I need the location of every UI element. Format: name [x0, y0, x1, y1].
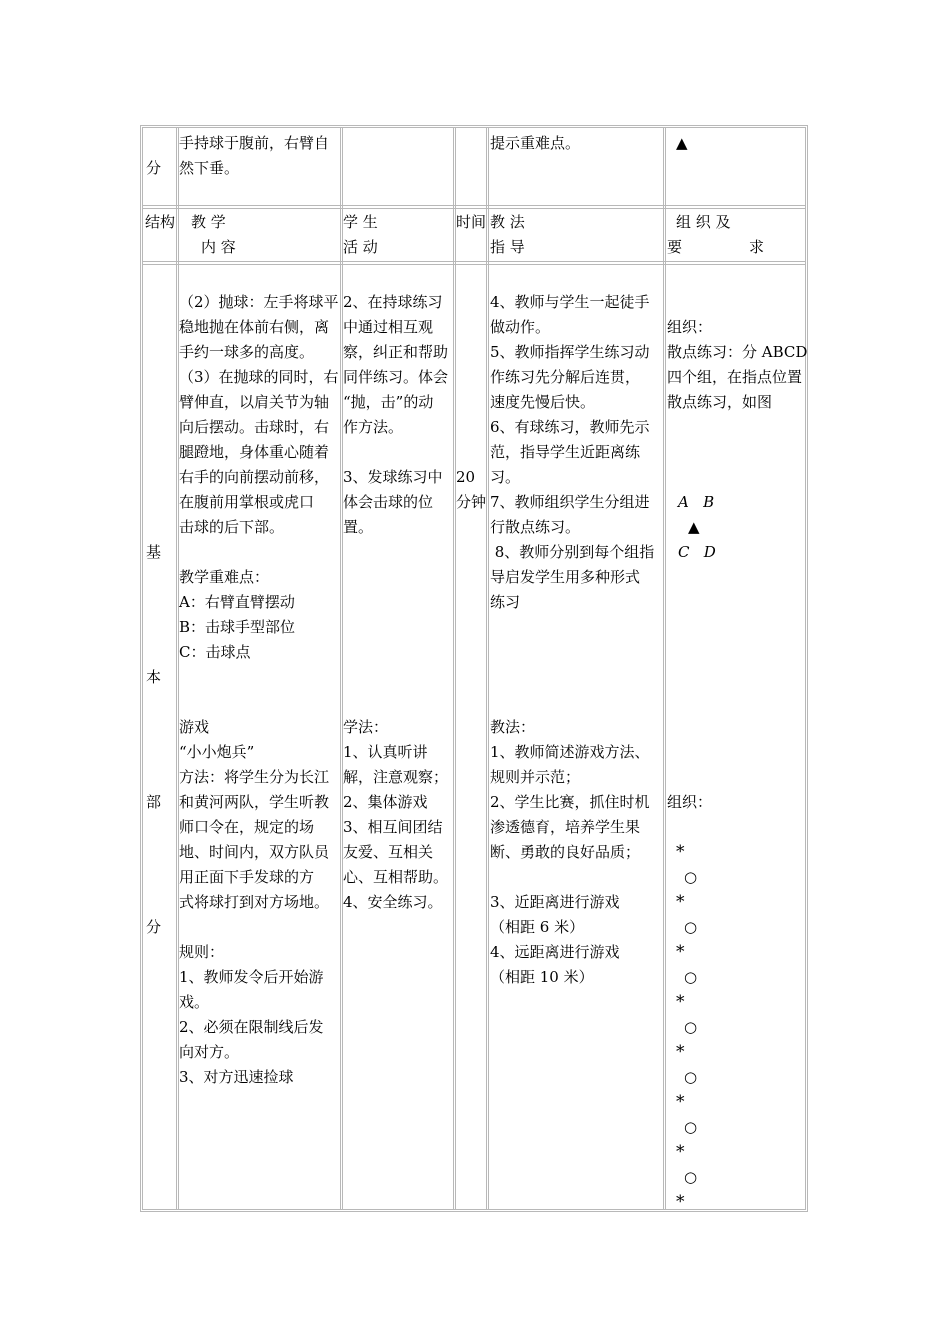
content-line: 向后摆动。击球时，右: [179, 418, 330, 436]
header-struct: 结构: [145, 213, 176, 231]
student-line: 置。: [343, 518, 374, 536]
method-line: 教法：: [490, 718, 536, 736]
method-line: 速度先慢后快。: [490, 393, 596, 411]
method-line: 做动作。: [490, 318, 551, 336]
student-line: 学法：: [343, 718, 389, 736]
student-line: [343, 640, 455, 665]
row1-struct: 分: [146, 159, 162, 177]
content-line: 腿蹬地，身体重心随着: [179, 443, 330, 461]
content-line: 方法：将学生分为长江: [179, 768, 330, 786]
method-line: [490, 865, 668, 890]
content-line: C：击球点: [179, 643, 251, 661]
content-line: 式将球打到对方场地。: [179, 893, 330, 911]
content-line: [179, 665, 343, 690]
formation-diagram: [676, 840, 736, 1215]
student-circle-icon: ○: [684, 918, 698, 936]
student-circle-icon: ○: [684, 968, 698, 986]
student-star-icon: *: [676, 1192, 685, 1212]
student-line: 2、在持球练习: [343, 293, 443, 311]
content-line: 在腹前用掌根或虎口: [179, 493, 315, 511]
student-line: 解，注意观察；: [343, 768, 449, 786]
row1-content: 手持球于腹前，右臂自然下垂。: [179, 134, 330, 177]
student-circle-icon: ○: [684, 1068, 698, 1086]
student-line: 1、认真听讲: [343, 743, 428, 761]
content-line: 地、时间内，双方队员: [179, 843, 330, 861]
method-line: （相距 10 米）: [490, 968, 594, 986]
content-line: 向对方。: [179, 1043, 240, 1061]
student-line: [343, 440, 455, 465]
method-line: 习。: [490, 468, 521, 486]
method-line: 范，指导学生近距离练: [490, 443, 641, 461]
content-line: 右手的向前摆动前移，: [179, 468, 330, 486]
student-line: 心、互相帮助。: [343, 868, 449, 886]
header-content-line2: 内 容: [201, 238, 236, 256]
student-line: “抛，击”的动: [343, 393, 434, 411]
content-line: 教学重难点：: [179, 568, 270, 586]
content-line: [179, 915, 343, 940]
header-student-line1: 学 生: [343, 213, 378, 231]
content-line: 击球的后下部。: [179, 518, 285, 536]
time-value: 20: [456, 468, 476, 486]
org-groups-ab: A B: [678, 493, 715, 511]
row1-method: 提示重难点。: [490, 134, 581, 152]
student-line: 作方法。: [343, 418, 404, 436]
student-star-icon: *: [676, 1142, 685, 1162]
method-line: 规则并示范；: [490, 768, 581, 786]
org-label: 组织：: [667, 318, 713, 336]
header-org-line2a: 要: [667, 238, 683, 256]
teacher-triangle-icon: ▲: [688, 518, 700, 536]
student-line: [343, 540, 455, 565]
org-desc-line: 散点练习：分 ABCD: [667, 343, 808, 361]
method-line: [490, 615, 668, 640]
method-line: [490, 690, 668, 715]
org-label-2: 组织：: [667, 793, 713, 811]
content-line: 规则：: [179, 943, 225, 961]
content-line: [179, 690, 343, 715]
content-line: 游戏: [179, 718, 210, 736]
header-time: 时间: [456, 213, 487, 231]
header-org-line2b: 求: [749, 238, 765, 256]
student-star-icon: *: [676, 842, 685, 862]
header-student-line2: 活 动: [343, 238, 378, 256]
method-line: [490, 665, 668, 690]
content-line: （3）在抛球的同时，右: [179, 368, 339, 386]
row-divider: [143, 205, 805, 209]
content-line: [179, 540, 343, 565]
method-line: 8、教师分别到每个组指: [490, 543, 655, 561]
content-line: 3、对方迅速捡球: [179, 1068, 294, 1086]
column-divider: [486, 128, 489, 1209]
student-line: [343, 615, 455, 640]
time-unit: 分钟: [456, 493, 487, 511]
student-line: 3、相互间团结: [343, 818, 443, 836]
method-line: 练习: [490, 593, 521, 611]
section-char: 部: [146, 793, 162, 811]
method-line: [490, 640, 668, 665]
teaching-content-column: [179, 290, 343, 1090]
content-line: 戏。: [179, 993, 210, 1011]
content-line: A：右臂直臂摆动: [179, 593, 295, 611]
content-line: （2）抛球：左手将球平: [179, 293, 339, 311]
content-line: 2、必须在限制线后发: [179, 1018, 324, 1036]
method-line: 7、教师组织学生分组进: [490, 493, 650, 511]
student-circle-icon: ○: [684, 1168, 698, 1186]
method-line: 1、教师简述游戏方法、: [490, 743, 650, 761]
student-line: 友爱、互相关: [343, 843, 434, 861]
student-line: 中通过相互观: [343, 318, 434, 336]
section-char: 分: [146, 918, 162, 936]
method-line: （相距 6 米）: [490, 918, 585, 936]
content-line: B：击球手型部位: [179, 618, 296, 636]
teaching-method-column: [490, 290, 668, 990]
method-line: 3、近距离进行游戏: [490, 893, 620, 911]
student-circle-icon: ○: [684, 868, 698, 886]
student-star-icon: *: [676, 1092, 685, 1112]
method-line: 4、教师与学生一起徒手: [490, 293, 650, 311]
section-char: 基: [146, 543, 162, 561]
student-line: [343, 565, 455, 590]
method-line: 2、学生比赛，抓住时机: [490, 793, 650, 811]
student-line: 4、安全练习。: [343, 893, 443, 911]
method-line: 渗透德育，培养学生果: [490, 818, 641, 836]
header-method-line2: 指 导: [490, 238, 525, 256]
content-line: “小小炮兵”: [179, 743, 255, 761]
student-star-icon: *: [676, 992, 685, 1012]
student-line: 3、发球练习中: [343, 468, 443, 486]
student-star-icon: *: [676, 1042, 685, 1062]
method-line: 断、勇敢的良好品质；: [490, 843, 641, 861]
lesson-plan-table: [140, 125, 808, 1212]
method-line: 4、远距离进行游戏: [490, 943, 620, 961]
content-line: 1、教师发令后开始游: [179, 968, 324, 986]
student-line: [343, 590, 455, 615]
student-line: 2、集体游戏: [343, 793, 428, 811]
method-line: 行散点练习。: [490, 518, 581, 536]
student-circle-icon: ○: [684, 1018, 698, 1036]
student-line: 体会击球的位: [343, 493, 434, 511]
header-org-line1: 组 织 及: [676, 213, 731, 231]
student-star-icon: *: [676, 942, 685, 962]
method-line: 5、教师指挥学生练习动: [490, 343, 650, 361]
content-line: 稳地抛在体前右侧，离: [179, 318, 330, 336]
content-line: 用正面下手发球的方: [179, 868, 315, 886]
student-line: [343, 665, 455, 690]
student-star-icon: *: [676, 892, 685, 912]
row-divider: [143, 261, 805, 265]
method-line: 作练习先分解后连贯，: [490, 368, 641, 386]
student-line: [343, 690, 455, 715]
org-desc-line: 散点练习，如图: [667, 393, 773, 411]
row1-org-triangle: ▲: [676, 134, 688, 152]
header-method-line1: 教 法: [490, 213, 525, 231]
content-line: 手约一球多的高度。: [179, 343, 315, 361]
org-groups-cd: C D: [678, 543, 716, 561]
section-char: 本: [146, 668, 162, 686]
student-line: 察，纠正和帮助: [343, 343, 449, 361]
student-line: 同伴练习。体会: [343, 368, 449, 386]
header-content-line1: 教 学: [191, 213, 226, 231]
content-line: 师口令在，规定的场: [179, 818, 315, 836]
method-line: 导启发学生用多种形式: [490, 568, 641, 586]
student-circle-icon: ○: [684, 1118, 698, 1136]
content-line: 臂伸直，以肩关节为轴: [179, 393, 330, 411]
org-desc-line: 四个组，在指点位置: [667, 368, 803, 386]
student-activity-column: [343, 290, 455, 915]
content-line: 和黄河两队，学生听教: [179, 793, 330, 811]
method-line: 6、有球练习，教师先示: [490, 418, 650, 436]
